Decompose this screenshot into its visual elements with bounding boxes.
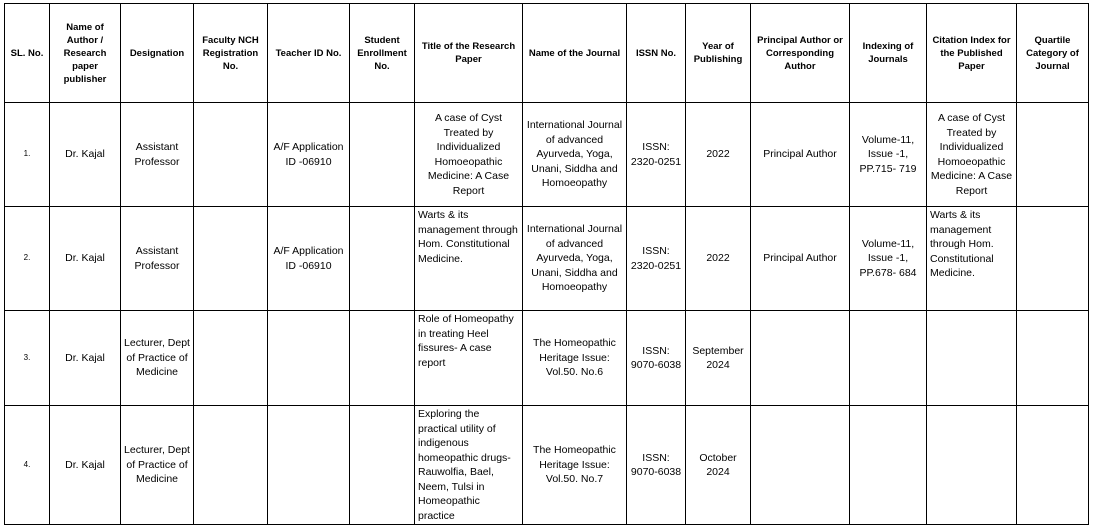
cell-quartile (1017, 311, 1089, 406)
header-journal-name: Name of the Journal (523, 4, 627, 103)
cell-year: 2022 (686, 103, 751, 207)
header-author-role: Principal Author or Corresponding Author (751, 4, 850, 103)
cell-student-enrollment (350, 311, 415, 406)
header-teacher-id: Teacher ID No. (268, 4, 350, 103)
cell-author-role: Principal Author (751, 207, 850, 311)
cell-year: October 2024 (686, 406, 751, 525)
header-author-name: Name of Author / Research paper publisher (50, 4, 121, 103)
header-sl-no: SL. No. (5, 4, 50, 103)
table-row (5, 311, 1089, 406)
cell-year: 2022 (686, 207, 751, 311)
cell-journal-name: International Journal of advanced Ayurveda, Yoga, Unani, Siddha and Homoeopathy (523, 103, 627, 207)
header-quartile: Quartile Category of Journal (1017, 4, 1089, 103)
cell-sl-no: 1. (5, 103, 50, 207)
cell-teacher-id (268, 311, 350, 406)
cell-quartile (1017, 103, 1089, 207)
cell-nch-registration (194, 103, 268, 207)
cell-designation: Lecturer, Dept of Practice of Medicine (121, 406, 194, 525)
table-row (5, 406, 1089, 525)
cell-citation-index: Warts & its management through Hom. Constitutional Medicine. (927, 207, 1017, 311)
header-issn: ISSN No. (627, 4, 686, 103)
cell-indexing (850, 406, 927, 525)
header-citation-index: Citation Index for the Published Paper (927, 4, 1017, 103)
header-designation: Designation (121, 4, 194, 103)
header-row (5, 4, 1089, 103)
cell-designation: Lecturer, Dept of Practice of Medicine (121, 311, 194, 406)
cell-teacher-id: A/F Application ID -06910 (268, 103, 350, 207)
header-year: Year of Publishing (686, 4, 751, 103)
header-indexing: Indexing of Journals (850, 4, 927, 103)
cell-teacher-id (268, 406, 350, 525)
cell-quartile (1017, 406, 1089, 525)
cell-student-enrollment (350, 103, 415, 207)
cell-teacher-id: A/F Application ID -06910 (268, 207, 350, 311)
cell-indexing (850, 311, 927, 406)
cell-author-role (751, 311, 850, 406)
cell-sl-no: 3. (5, 311, 50, 406)
cell-issn: ISSN: 2320-0251 (627, 103, 686, 207)
cell-issn: ISSN: 9070-6038 (627, 311, 686, 406)
cell-quartile (1017, 207, 1089, 311)
cell-issn: ISSN: 2320-0251 (627, 207, 686, 311)
cell-author: Dr. Kajal (50, 311, 121, 406)
cell-student-enrollment (350, 207, 415, 311)
cell-journal-name: International Journal of advanced Ayurveda, Yoga, Unani, Siddha and Homoeopathy (523, 207, 627, 311)
cell-issn: ISSN: 9070-6038 (627, 406, 686, 525)
cell-nch-registration (194, 311, 268, 406)
cell-author: Dr. Kajal (50, 103, 121, 207)
cell-citation-index: A case of Cyst Treated by Individualized Homoeopathic Medicine: A Case Report (927, 103, 1017, 207)
publications-table (4, 3, 1089, 525)
cell-author: Dr. Kajal (50, 406, 121, 525)
cell-citation-index (927, 406, 1017, 525)
cell-author-role (751, 406, 850, 525)
cell-paper-title: Exploring the practical utility of indigenous homeopathic drugs- Rauwolfia, Bael, Neem, Tulsi in Homeopathic practice (415, 406, 523, 525)
cell-author: Dr. Kajal (50, 207, 121, 311)
header-student-enrollment: Student Enrollment No. (350, 4, 415, 103)
cell-sl-no: 2. (5, 207, 50, 311)
cell-author-role: Principal Author (751, 103, 850, 207)
cell-journal-name: The Homeopathic Heritage Issue: Vol.50. No.6 (523, 311, 627, 406)
cell-designation: Assistant Professor (121, 207, 194, 311)
cell-paper-title: Warts & its management through Hom. Constitutional Medicine. (415, 207, 523, 311)
table-row (5, 103, 1089, 207)
header-paper-title: Title of the Research Paper (415, 4, 523, 103)
cell-paper-title: Role of Homeopathy in treating Heel fissures- A case report (415, 311, 523, 406)
cell-indexing: Volume-11, Issue -1, PP.678- 684 (850, 207, 927, 311)
cell-paper-title: A case of Cyst Treated by Individualized Homoeopathic Medicine: A Case Report (415, 103, 523, 207)
cell-year: September 2024 (686, 311, 751, 406)
header-nch-registration: Faculty NCH Registration No. (194, 4, 268, 103)
cell-student-enrollment (350, 406, 415, 525)
cell-citation-index (927, 311, 1017, 406)
cell-journal-name: The Homeopathic Heritage Issue: Vol.50. No.7 (523, 406, 627, 525)
cell-indexing: Volume-11, Issue -1, PP.715- 719 (850, 103, 927, 207)
cell-designation: Assistant Professor (121, 103, 194, 207)
cell-nch-registration (194, 406, 268, 525)
table-row (5, 207, 1089, 311)
cell-nch-registration (194, 207, 268, 311)
cell-sl-no: 4. (5, 406, 50, 525)
